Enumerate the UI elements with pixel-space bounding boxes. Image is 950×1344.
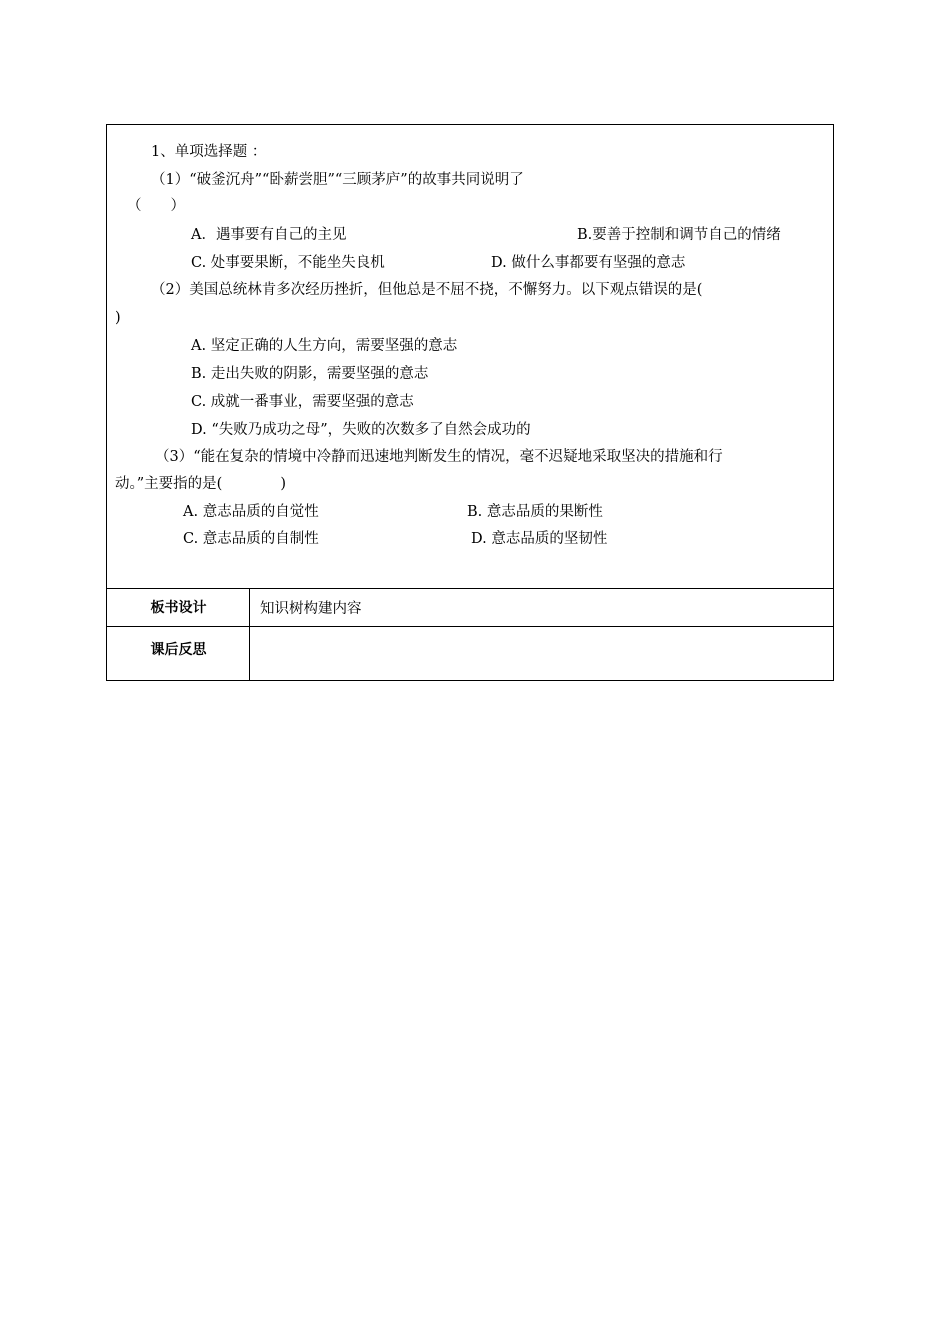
question-2-option-b: B. 走出失败的阴影，需要坚强的意志 (191, 366, 429, 382)
question-2-option-d: D. “失败乃成功之母”，失败的次数多了自然会成功的 (191, 422, 531, 438)
question-3-option-c: C. 意志品质的自制性 (183, 531, 319, 547)
question-1-stem: （1）“破釜沉舟”“卧薪尝胆”“三顾茅庐”的故事共同说明了 (151, 172, 524, 188)
exercise-cell (107, 125, 833, 589)
question-2-stem-continued: ) (115, 310, 121, 326)
reflection-label-cell (107, 627, 250, 681)
board-design-value: 知识树构建内容 (260, 601, 362, 617)
question-1-option-d: D. 做什么事都要有坚强的意志 (491, 255, 686, 271)
question-1-option-c: C. 处事要果断，不能坐失良机 (191, 255, 385, 271)
question-1-option-a: A．遇事要有自己的主见 (191, 227, 347, 243)
question-1-option-b: B.要善于控制和调节自己的情绪 (577, 227, 781, 243)
question-3-option-a: A. 意志品质的自觉性 (183, 504, 319, 520)
question-3-option-d: D. 意志品质的坚韧性 (471, 531, 608, 547)
question-3-stem: （3）“能在复杂的情境中冷静而迅速地判断发生的情况，毫不迟疑地采取坚决的措施和行 (155, 449, 723, 465)
question-2-option-a: A. 坚定正确的人生方向，需要坚强的意志 (191, 338, 458, 354)
question-3-option-b: B. 意志品质的果断性 (467, 504, 603, 520)
reflection-label: 课后反思 (150, 642, 207, 658)
board-design-row (107, 588, 833, 627)
question-2-option-c: C. 成就一番事业，需要坚强的意志 (191, 394, 414, 410)
lesson-table (106, 124, 834, 681)
reflection-row (107, 627, 833, 681)
board-design-label: 板书设计 (150, 600, 207, 616)
board-design-label-cell (107, 588, 250, 626)
question-2-stem: （2）美国总统林肯多次经历挫折，但他总是不屈不挠，不懈努力。以下观点错误的是( (151, 282, 703, 298)
question-1-stem-continued: （ ） (127, 198, 185, 214)
question-3-stem-continued: 动。”主要指的是( ) (115, 476, 286, 492)
section-heading: 1、单项选择题 ： (151, 144, 267, 160)
